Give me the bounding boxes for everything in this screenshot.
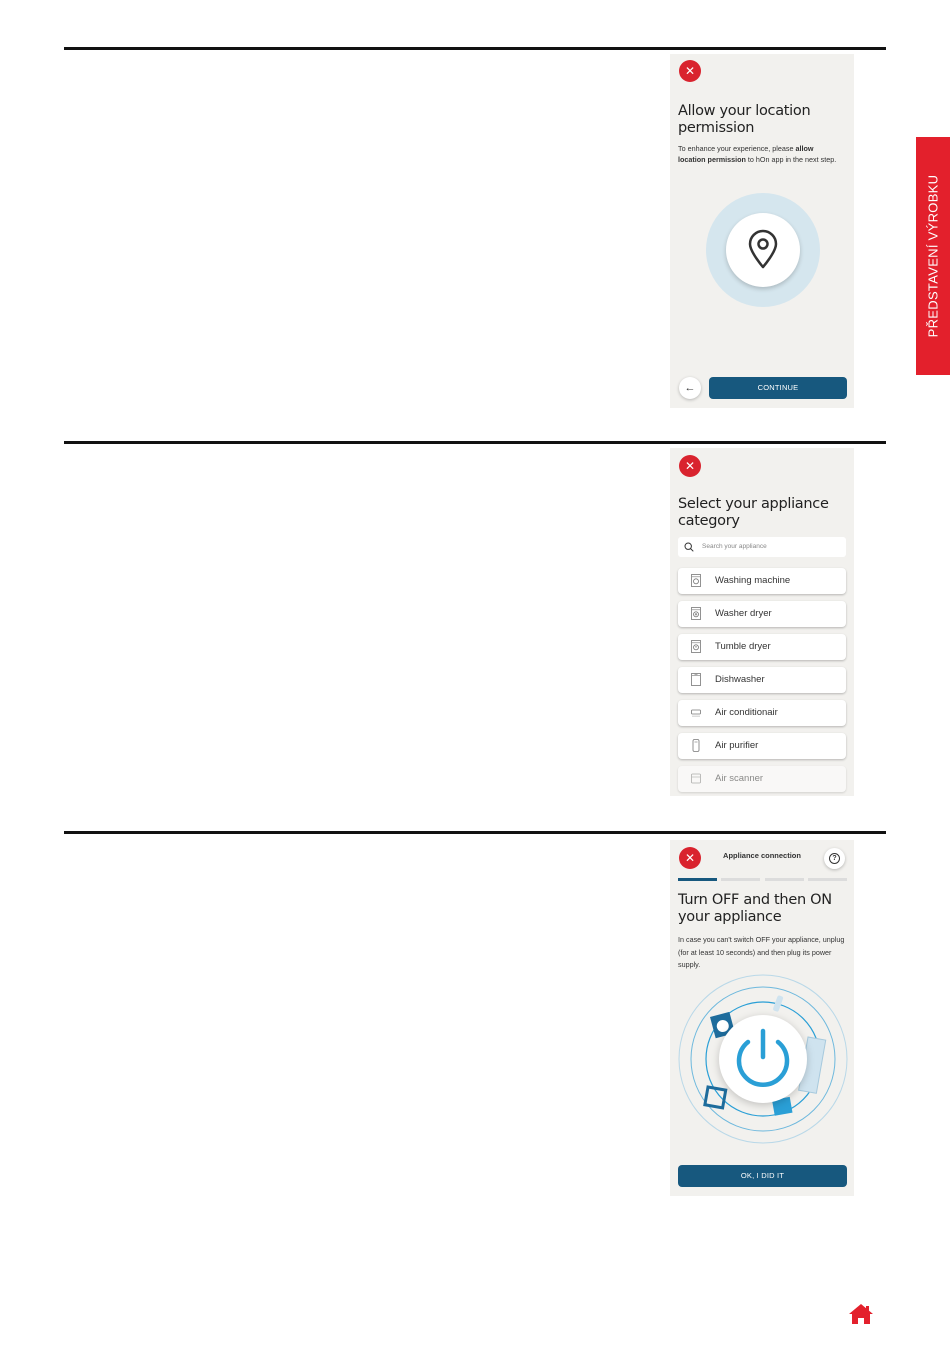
home-icon[interactable] [848,1303,874,1325]
section-divider-3 [64,831,886,834]
category-item-air-purifier[interactable] [678,733,846,759]
category-item-tumble-dryer[interactable] [678,634,846,660]
tumble-dryer-icon [691,640,701,653]
location-pin-icon [746,229,780,269]
category-item-dishwasher[interactable] [678,667,846,693]
section-side-tab [916,137,950,375]
air-purifier-icon [691,739,701,752]
section-divider-2 [64,441,886,444]
search-icon [684,542,694,552]
progress-step-3 [765,878,804,881]
power-cycle-illustration [670,967,854,1157]
category-label: Air purifier [715,740,759,751]
search-input[interactable] [678,537,846,557]
appliance-category-screen [670,448,854,796]
location-illustration [706,193,820,307]
washer-dryer-icon [691,607,701,620]
close-button[interactable]: ✕ [679,455,701,477]
side-tab-label: PŘEDSTAVENÍ VÝROBKU [925,174,941,338]
air-conditioner-icon [689,706,703,719]
category-item-air-scanner[interactable] [678,766,846,792]
progress-step-4 [808,878,847,881]
header-title: Appliance connection [723,851,801,860]
continue-button[interactable]: CONTINUE [709,377,847,399]
screen-title: Turn OFF and then ON your appliance [678,892,832,925]
section-divider-1 [64,47,886,50]
progress-step-2 [721,878,760,881]
category-item-air-conditioner[interactable] [678,700,846,726]
location-permission-screen [670,54,854,408]
category-label: Dishwasher [715,674,765,685]
category-label: Washer dryer [715,608,772,619]
category-label: Air conditionair [715,707,778,718]
help-button[interactable] [824,848,845,869]
progress-step-1 [678,878,717,881]
screen-description: In case you can't switch OFF your appliance, unplug (for at least 10 seconds) and then plug its power supply. [678,935,845,969]
category-item-washing-machine[interactable] [678,568,846,594]
screen-title: Allow your location permission [678,103,811,136]
air-scanner-icon [691,772,701,785]
category-label: Washing machine [715,575,791,586]
category-item-washer-dryer[interactable] [678,601,846,627]
help-icon: ? [829,853,840,864]
close-button[interactable]: ✕ [679,847,701,869]
dishwasher-icon [691,673,701,686]
location-pin-circle [726,213,800,287]
screen-description: To enhance your experience, please allow location permission to hOn app in the next step. [678,144,837,164]
back-button[interactable]: ← [679,377,701,399]
ok-i-did-it-button[interactable]: OK, I DID IT [678,1165,847,1187]
washing-machine-icon [691,574,701,587]
category-label: Tumble dryer [715,641,771,652]
close-button[interactable]: ✕ [679,60,701,82]
screen-title: Select your appliance category [678,496,829,529]
search-placeholder: Search your appliance [702,543,767,550]
category-label: Air scanner [715,773,764,784]
appliance-connection-screen [670,840,854,1196]
